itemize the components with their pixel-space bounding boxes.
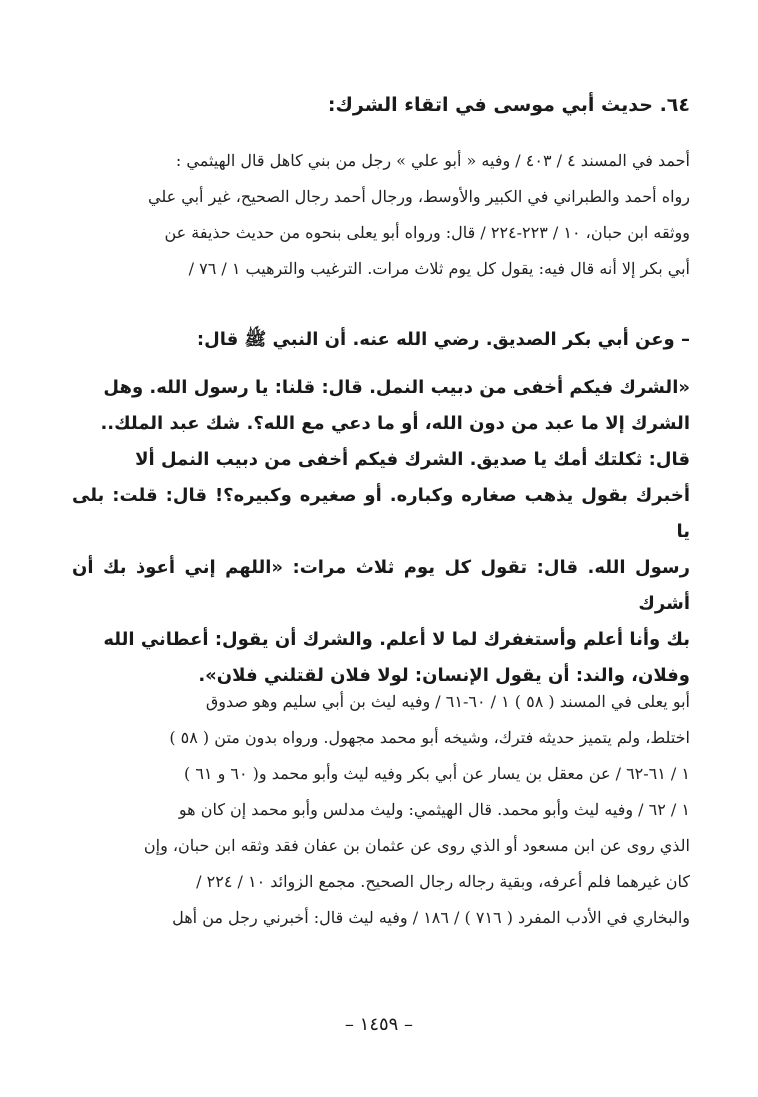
commentary-line: أبي بكر إلا أنه قال فيه: يقول كل يوم ثلاث مرات. الترغيب والترهيب ١ / ٧٦ / [188, 259, 690, 278]
commentary-line: كان غيرهما فلم أعرفه، وبقية رجاله رجال الصحيح. مجمع الزوائد ١٠ / ٢٢٤ / [196, 872, 690, 891]
hadith-line: الشرك إلا ما عبد من دون الله، أو ما دعي مع الله؟. شك عبد الملك.. [100, 413, 690, 434]
hadith-line: رسول الله. قال: تقول كل يوم ثلاث مرات: «اللهم إني أعوذ بك أن أشرك [72, 557, 690, 614]
commentary-line: أحمد في المسند ٤ / ٤٠٣ / وفيه « أبو علي » رجل من بني كاهل قال الهيثمي : [175, 151, 690, 170]
hadith-line: بك وأنا أعلم وأستغفرك لما لا أعلم. والشرك أن يقول: أعطاني الله [103, 629, 690, 650]
commentary-block-2 [72, 684, 690, 936]
commentary-line: ١ / ٦١-٦٢ / عن معقل بن يسار عن أبي بكر وفيه ليث وأبو محمد و( ٦٠ و ٦١ ) [183, 764, 690, 783]
commentary-line: ووثقه ابن حبان، ١٠ / ٢٢٣-٢٢٤ / قال: ورواه أبو يعلى بنحوه من حديث حذيفة عن [164, 223, 690, 242]
section-heading: ٦٤. حديث أبي موسى في اتقاء الشرك: [327, 94, 690, 116]
commentary-line: الذي روى عن ابن مسعود أو الذي روى عن عثمان بن عفان فقد وثقه ابن حبان، وإن [143, 836, 690, 855]
hadith-intro: – وعن أبي بكر الصديق. رضي الله عنه. أن النبي ﷺ قال: [196, 329, 690, 350]
hadith-line: «الشرك فيكم أخفى من دبيب النمل. قال: قلنا: يا رسول الله. وهل [103, 377, 690, 398]
commentary-line: ١ / ٦٢ / وفيه ليث وأبو محمد. قال الهيثمي: وليث مدلس وأبو محمد إن كان هو [178, 800, 690, 819]
commentary-line: رواه أحمد والطبراني في الكبير والأوسط، ورجال أحمد رجال الصحيح، غير أبي علي [148, 187, 690, 206]
page-number: – ١٤٥٩ – [344, 1014, 414, 1035]
commentary-block-1 [72, 143, 690, 287]
hadith-line: وفلان، والند: أن يقول الإنسان: لولا فلان لقتلني فلان». [198, 665, 690, 686]
commentary-line: اختلط، ولم يتميز حديثه فترك، وشيخه أبو محمد مجهول. ورواه بدون متن ( ٥٨ ) [169, 728, 690, 747]
hadith-line: أخبرك بقول يذهب صغاره وكباره. أو صغيره وكبيره؟! قال: قلت: بلى يا [72, 485, 690, 542]
commentary-line: والبخاري في الأدب المفرد ( ٧١٦ ) / ١٨٦ / وفيه ليث قال: أخبرني رجل من أهل [172, 908, 690, 927]
commentary-line: أبو يعلى في المسند ( ٥٨ ) ١ / ٦٠-٦١ / وفيه ليث بن أبي سليم وهو صدوق [205, 692, 690, 711]
hadith-text [72, 370, 690, 694]
hadith-line: قال: ثكلتك أمك يا صديق. الشرك فيكم أخفى من دبيب النمل ألا [135, 449, 690, 470]
